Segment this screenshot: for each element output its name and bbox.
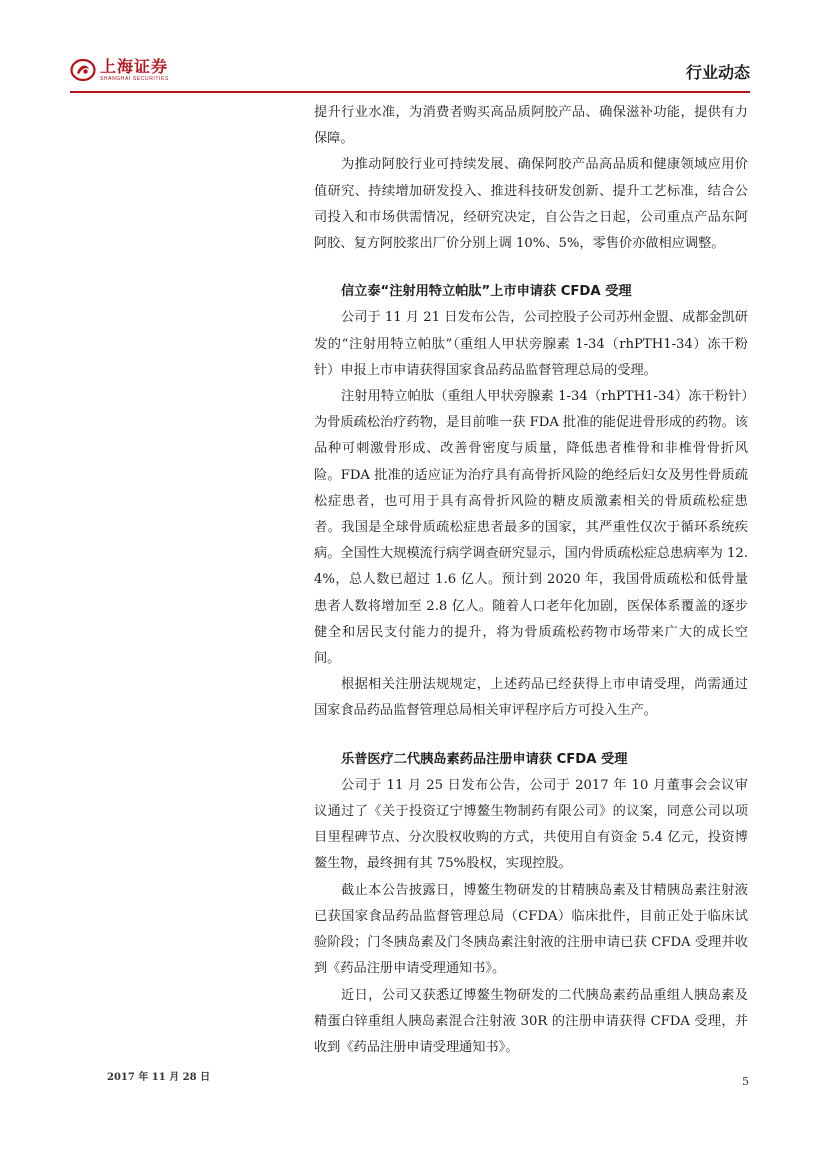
header-divider xyxy=(70,91,750,93)
company-logo xyxy=(70,58,169,82)
paragraph: 为推动阿胶行业可持续发展、确保阿胶产品高品质和健康领域应用价值研究、持续增加研发投入、推进科技研发创新、提升工艺标准，结合公司投入和市场供需情况，经研究决定，自公告之日起，公司重点产品东阿阿胶、复方阿胶浆出厂价分别上调 10%、5%，零售价亦做相应调整。 xyxy=(314,157,748,252)
paragraph: 近日，公司又获悉辽博鳌生物研发的二代胰岛素药品重组人胰岛素及精蛋白锌重组人胰岛素混合注射液 30R 的注册申请获得 CFDA 受理，并收到《药品注册申请受理通知书》。 xyxy=(314,987,748,1055)
report-date: 2017 年 11 月 28 日 xyxy=(107,1072,211,1083)
paragraph: 根据相关注册法规规定，上述药品已经获得上市申请受理，尚需通过国家食品药品监督管理总局相关审评程序后方可投入生产。 xyxy=(314,677,748,719)
section-title: 行业动态 xyxy=(685,63,750,82)
paragraph: 提升行业水准，为消费者购买高品质阿胶产品、确保滋补功能，提供有力保障。 xyxy=(314,105,748,147)
news-heading: 乐普医疗二代胰岛素药品注册申请获 CFDA 受理 xyxy=(341,751,628,767)
page-number: 5 xyxy=(742,1075,749,1088)
news-heading: 信立泰“注射用特立帕肽”上市申请获 CFDA 受理 xyxy=(341,284,632,300)
paragraph: 截止本公告披露日，博鳌生物研发的甘精胰岛素及甘精胰岛素注射液已获国家食品药品监督管理总局（CFDA）临床批件，目前正处于临床试验阶段；门冬胰岛素及门冬胰岛素注射液的注册申请已获 CFDA 受理并收到《药品注册申请受理通知书》。 xyxy=(314,882,748,977)
main-content xyxy=(314,100,748,1061)
logo-text: 上海证券 xyxy=(100,56,169,76)
paragraph: 公司于 11 月 25 日发布公告，公司于 2017 年 10 月董事会会议审议通过了《关于投资辽宁博鳌生物制药有限公司》的议案，同意公司以项目里程碑节点、分次股权收购的方式，共使用自有资金 5.4 亿元，投资博鳌生物，最终拥有其 75%股权，实现控股。 xyxy=(314,777,748,872)
page-header xyxy=(70,58,750,90)
paragraph: 注射用特立帕肽（重组人甲状旁腺素 1-34（rhPTH1-34）冻干粉针）为骨质疏松治疗药物，是目前唯一获 FDA 批准的能促进骨形成的药物。该品种可刺激骨形成、改善骨密度与质量，降低患者椎骨和非椎骨骨折风险。FDA 批准的适应证为治疗具有高骨折风险的绝经后妇女及男性骨质疏松症患者，也可用于具有高骨折风险的糖皮质激素相关的骨质疏松症患者。我国是全球骨质疏松症患者最多的国家，其严重性仅次于循环系统疾病。全国性大规模流行病学调查研究显示，国内骨质疏松症总患病率为 12.4%，总人数已超过 1.6 亿人。预计到 2020 年，我国骨质疏松和低骨量患者人数将增加至 2.8 亿人。随着人口老年化加剧，医保体系覆盖的逐步健全和居民支付能力的提升，将为骨质疏松药物市场带来广大的成长空间。 xyxy=(314,389,748,667)
logo-subtext: SHANGHAI SECURITIES xyxy=(100,75,169,82)
paragraph: 公司于 11 月 21 日发布公告，公司控股子公司苏州金盟、成都金凯研发的“注射用特立帕肽”（重组人甲状旁腺素 1-34（rhPTH1-34）冻干粉针）申报上市申请获得国家食品药品监督管理总局的受理。 xyxy=(314,310,748,378)
logo-emblem-icon xyxy=(70,58,96,82)
